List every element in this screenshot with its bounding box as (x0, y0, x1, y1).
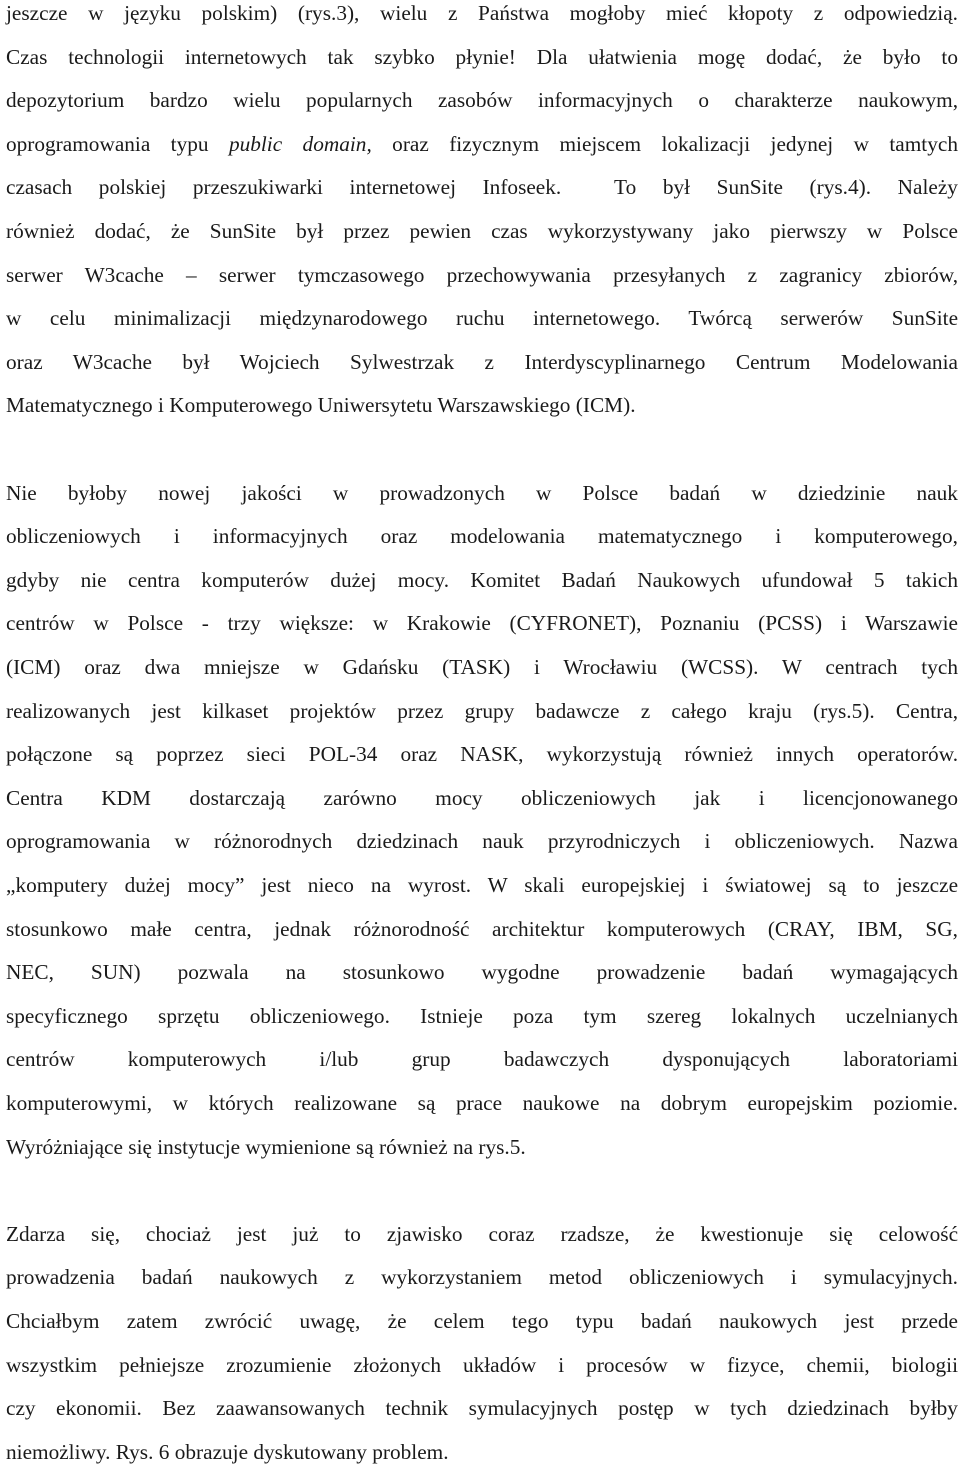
text-segment: centrów w Polsce - trzy większe: w Krakowie (CYFRONET), Poznaniu (PCSS) i Warszawie (6, 611, 958, 636)
text-segment: Wyróżniające się instytucje wymienione są również na rys.5. (6, 1134, 526, 1159)
text-segment: czy ekonomii. Bez zaawansowanych technik symulacyjnych postęp w tych dziedzinach byłby (6, 1396, 958, 1421)
text-line (6, 1308, 958, 1334)
text-line (6, 131, 958, 157)
text-segment: stosunkowo małe centra, jednak różnorodność architektur komputerowych (CRAY, IBM, SG, (6, 916, 958, 941)
text-line (6, 218, 958, 244)
text-line (6, 959, 958, 985)
text-line (6, 1090, 958, 1116)
text-segment: Matematycznego i Komputerowego Uniwersytetu Warszawskiego (ICM). (6, 393, 636, 418)
text-segment: depozytorium bardzo wielu popularnych zasobów informacyjnych o charakterze naukowym, (6, 88, 959, 113)
text-segment: Zdarza się, chociaż jest już to zjawisko coraz rzadsze, że kwestionuje się celowość (6, 1221, 959, 1246)
text-segment: gdyby nie centra komputerów dużej mocy. Komitet Badań Naukowych ufundował 5 takich (6, 567, 958, 592)
text-line (6, 654, 958, 680)
text-segment: serwer W3cache – serwer tymczasowego przechowywania przesyłanych z zagranicy zbiorów, (6, 262, 959, 287)
text-line (6, 916, 958, 942)
text-segment: oprogramowania w różnorodnych dziedzinach nauk przyrodniczych i obliczeniowych. Nazwa (6, 829, 958, 854)
text-line (6, 87, 958, 113)
text-segment: czasach polskiej przeszukiwarki internetowej Infoseek. To był SunSite (rys.4). Należy (6, 175, 958, 200)
text-line (6, 785, 958, 811)
text-segment: połączone są poprzez sieci POL-34 oraz NASK, wykorzystują również innych operatorów. (6, 742, 959, 767)
text-segment: „komputery dużej mocy” jest nieco na wyrost. W skali europejskiej i światowej są to jeszcze (6, 873, 959, 897)
text-line (6, 1352, 958, 1378)
text-line (6, 1264, 958, 1290)
text-line (6, 1134, 526, 1160)
text-segment: realizowanych jest kilkaset projektów przez grupy badawcze z całego kraju (rys.5). Centra, (6, 698, 959, 723)
text-segment: Chciałbym zatem zwrócić uwagę, że celem tego typu badań naukowych jest przede (6, 1309, 959, 1333)
text-line (6, 1003, 958, 1029)
text-segment: niemożliwy. Rys. 6 obrazuje dyskutowany problem. (6, 1439, 449, 1464)
text-segment: centrów komputerowych i/lub grup badawczych dysponujących laboratoriami (6, 1047, 959, 1072)
text-line (6, 698, 958, 724)
text-segment: (ICM) oraz dwa mniejsze w Gdańsku (TASK) i Wrocławiu (WCSS). W centrach tych (6, 655, 958, 679)
text-segment: obliczeniowych i informacyjnych oraz modelowania matematycznego i komputerowego, (6, 524, 958, 549)
text-segment: Czas technologii internetowych tak szybko płynie! Dla ułatwienia mogę dodać, że było to (6, 44, 958, 69)
text-segment: NEC, SUN) pozwala na stosunkowo wygodne prowadzenie badań wymagających (6, 960, 958, 985)
text-line (6, 1395, 958, 1421)
text-segment: oraz fizycznym miejscem lokalizacji jedynej w tamtych (371, 131, 958, 156)
text-line (6, 1046, 958, 1072)
text-line (6, 349, 958, 375)
text-line (6, 567, 958, 593)
text-line (6, 0, 958, 26)
text-line (6, 741, 958, 767)
text-segment: prowadzenia badań naukowych z wykorzystaniem metod obliczeniowych i symulacyjnych. (6, 1265, 958, 1290)
text-segment: oraz W3cache był Wojciech Sylwestrzak z Interdyscyplinarnego Centrum Modelowania (6, 349, 958, 374)
text-line (6, 523, 958, 549)
text-segment: również dodać, że SunSite był przez pewien czas wykorzystywany jako pierwszy w Polsce (6, 219, 958, 243)
text-segment: wszystkim pełniejsze zrozumienie złożonych układów i procesów w fizyce, chemii, biologii (6, 1352, 958, 1377)
text-line (6, 392, 636, 418)
italic-text: public domain, (228, 131, 372, 156)
text-segment: specyficznego sprzętu obliczeniowego. Istnieje poza tym szereg lokalnych uczelnianych (6, 1003, 958, 1028)
text-segment: oprogramowania typu (6, 131, 229, 156)
text-line (6, 44, 958, 70)
text-line (6, 1221, 958, 1247)
text-line (6, 828, 958, 854)
text-segment: komputerowymi, w których realizowane są prace naukowe na dobrym europejskim poziomie. (6, 1091, 958, 1115)
text-line (6, 1439, 449, 1465)
text-line (6, 305, 958, 331)
text-line (6, 174, 958, 200)
text-segment: jeszcze w języku polskim) (rys.3), wielu z Państwa mogłoby mieć kłopoty z odpowiedzią. (6, 1, 958, 25)
text-line (6, 872, 958, 898)
text-line (6, 610, 958, 636)
text-segment: w celu minimalizacji międzynarodowego ruchu internetowego. Twórcą serwerów SunSite (6, 306, 959, 331)
text-segment: Nie byłoby nowej jakości w prowadzonych w Polsce badań w dziedzinie nauk (6, 480, 958, 505)
text-line (6, 262, 958, 288)
text-line (6, 480, 958, 506)
text-segment: Centra KDM dostarczają zarówno mocy obliczeniowych jak i licencjonowanego (6, 785, 958, 810)
